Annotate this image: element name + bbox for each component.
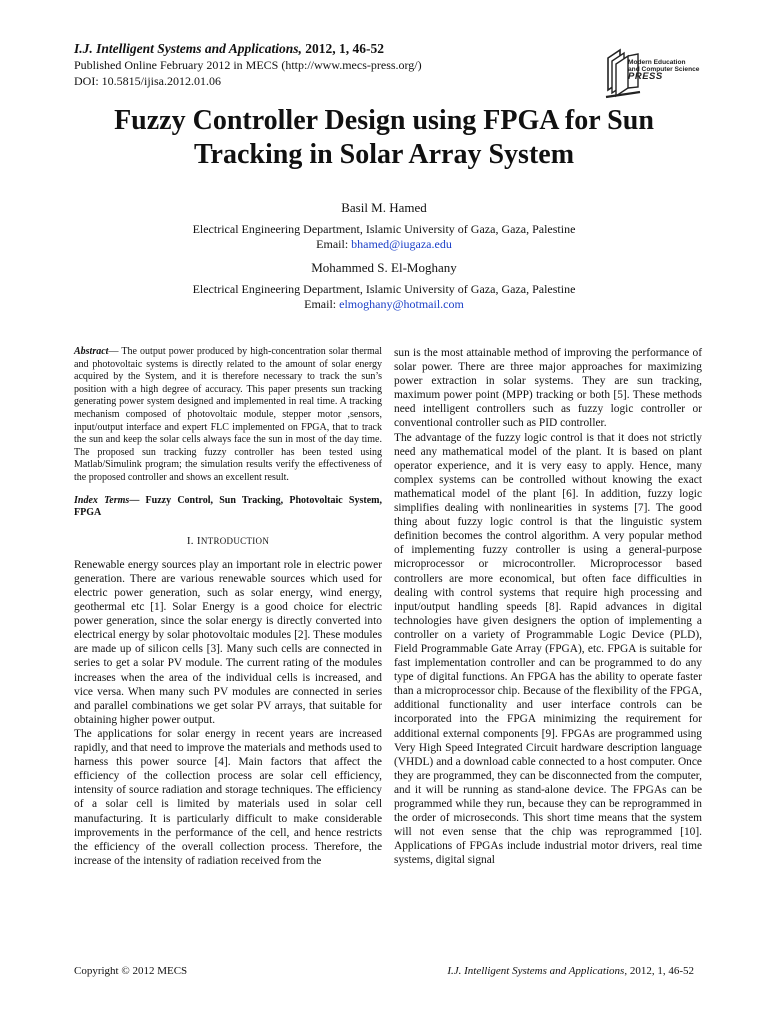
abstract-label: Abstract (74, 346, 109, 357)
journal-header (74, 40, 494, 89)
body-paragraph: Renewable energy sources play an important role in electric power generation. There are various renewable sources which used for electric power generation, such as solar energy, wind energy, geothermal etc [1]. Solar Energy is a good choice for electric power generation, since the solar energy is directly converted into electrical energy by solar photovoltaic modules [2]. These modules are made up of silicon cells [3]. Many such cells are connected in series to get a solar PV module. The current rating of the modules increases when the area of the individual cells is increased, and vice versa. When many such PV modules are connected in series and parallel combinations we get solar PV arrays, that suitable for obtaining higher power output. (74, 558, 382, 726)
author-name: Basil M. Hamed (341, 200, 427, 215)
author-email-line: Email: bhamed@iugaza.edu (316, 237, 452, 251)
right-column (394, 346, 702, 867)
paper-title: Fuzzy Controller Design using FPGA for Sun Tracking in Solar Array System (114, 105, 654, 170)
author-affiliation: Electrical Engineering Department, Islamic University of Gaza, Gaza, Palestine (192, 282, 576, 296)
abstract-text: — The output power produced by high-concentration solar thermal and photovoltaic systems is directly related to the amount of solar energy acquired by the System, and it is therefore necessary to track the sun’s position with a high degree of accuracy. This paper presents sun tracking generating power system designed and implemented in real time. A tracking mechanism composed of photovoltaic module, stepper motor ,sensors, input/output interface and expert FLC implemented on FPGA, that to track the sun and keep the solar cells always face the sun in most of the day time. The proposed sun tracking fuzzy controller has been tested using Matlab/Simulink program; the simulation results verify the effectiveness of the proposed controller and shows an excellent result. (74, 346, 382, 483)
section-heading: I. INTRODUCTION (186, 534, 270, 547)
doi-line: DOI: 10.5815/ijisa.2012.01.06 (74, 74, 221, 88)
published-line: Published Online February 2012 in MECS (http://www.mecs-press.org/) (74, 58, 422, 72)
index-terms (74, 495, 382, 520)
abstract (74, 346, 382, 485)
author-email-link[interactable]: bhamed@iugaza.edu (351, 237, 452, 251)
footer-citation: I.J. Intelligent Systems and Applications, 2012, 1, 46-52 (447, 965, 694, 977)
journal-issue: 2012, 1, 46-52 (301, 41, 385, 56)
body-paragraph: The applications for solar energy in recent years are increased rapidly, and that need to improve the materials and methods used to harness this power source [4]. Main factors that affect the efficiency of the collection process are solar cell efficiency, intensity of source radiation and storage techniques. The efficiency of a solar cell is limited by materials used in solar cell manufacturing. It is particularly difficult to make considerable improvements in the performance of the cell, and hence restricts the efficiency of the overall collection process. Therefore, the increase of the intensity of radiation received from the (74, 727, 382, 867)
author-email-line: Email: elmoghany@hotmail.com (304, 297, 464, 311)
author-email-link[interactable]: elmoghany@hotmail.com (339, 297, 464, 311)
author-affiliation: Electrical Engineering Department, Islamic University of Gaza, Gaza, Palestine (192, 222, 576, 236)
index-terms-label: Index Terms (74, 494, 130, 506)
index-terms-text: — Fuzzy Control, Sun Tracking, Photovoltaic System, FPGA (74, 494, 382, 519)
logo-text: Modern Education and Computer Science PRESS (628, 59, 700, 82)
journal-citation (74, 40, 494, 57)
mecs-press-logo (604, 40, 714, 100)
left-column (74, 346, 382, 868)
author-block-1 (74, 200, 694, 252)
footer-copyright: Copyright © 2012 MECS (74, 965, 188, 977)
author-block-2 (74, 260, 694, 312)
body-paragraph: sun is the most attainable method of improving the performance of solar power. There are three major approaches for maximizing power extraction in solar systems. They are sun tracking, maximum power point (MPP) tracking or both [5]. These methods need intelligent controllers such as fuzzy logic controller or conventional controller such as PID controller. (394, 347, 702, 430)
body-paragraph: The advantage of the fuzzy logic control is that it does not strictly need any mathematical model of the plant. It is based on plant operator experience, and it is very easy to apply. Hence, many complex systems can be controlled without knowing the exact mathematical model of the plant [6]. In addition, fuzzy logic simplifies dealing with nonlinearities in systems [7]. The good thing about fuzzy logic control is that the linguistic system definition becomes the control algorithm. A very popular method of implementing fuzzy controller is using a general-purpose microprocessor or microcontroller. Microprocessor based controllers are more economical, but often face difficulties in dealing with control systems that require high processing and input/output handling speeds [8]. Rapid advances in digital technologies have given designers the option of implementing a controller on a variety of Programmable Logic Device (PLD), Field Programmable Gate Array (FPGA), etc. FPGA is suitable for fast implementation controller and can be programmed to do any type of digital functions. An FPGA has the ability to operate faster than a microprocessor chip. Because of the flexibility of the FPGA, additional functionality and user interface controls can be incorporated into the FPGA minimizing the requirement for additional external components [9]. FPGAs are programmed using Very High Speed Integrated Circuit hardware description language (VHDL) and a download cable connected to a host computer. Once they are programmed, they can be disconnected from the computer, and it will be running as stand-alone device. The FPGAs can be programmed while they run, because they can be reprogrammed in the order of microseconds. This short time means that the system will not even sense that the chip was reprogrammed [10]. Applications of FPGAs include industrial motor drivers, real time systems, digital signal (394, 431, 702, 867)
author-name: Mohammed S. El-Moghany (311, 260, 457, 275)
journal-name: I.J. Intelligent Systems and Applications, (74, 41, 302, 56)
